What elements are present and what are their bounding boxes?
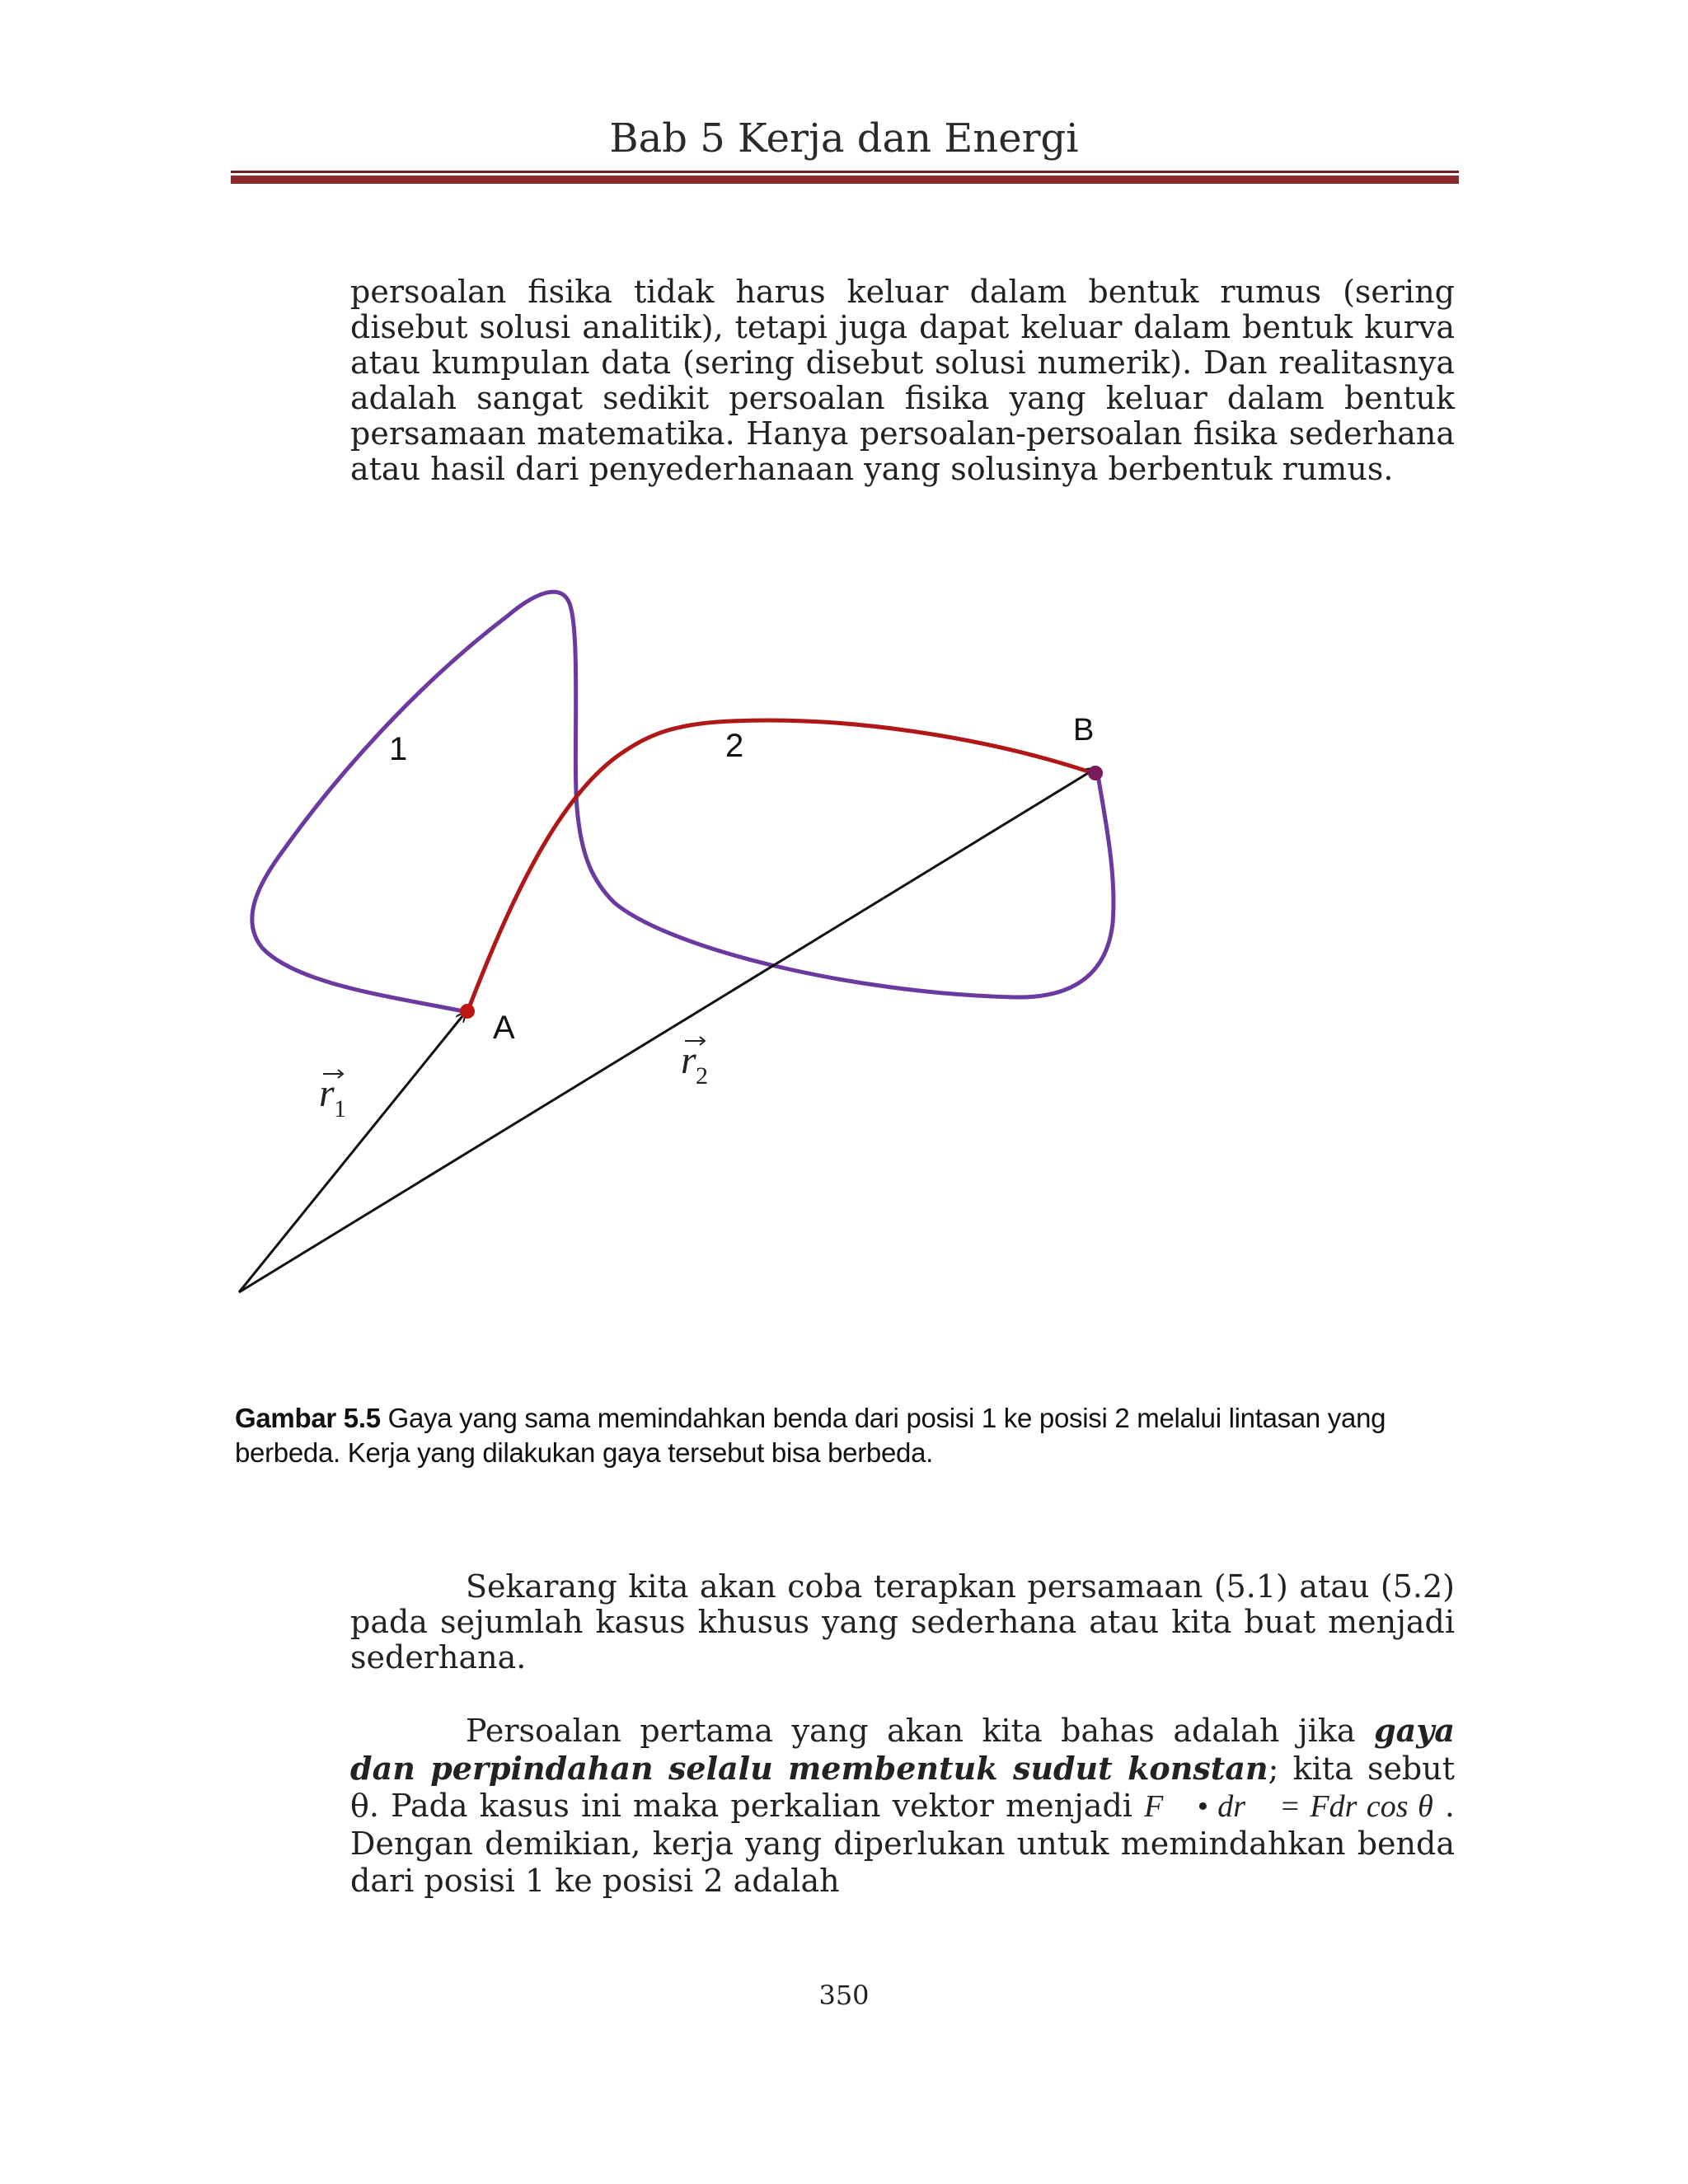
label-r1 [319,1070,346,1122]
svg-text:1: 1 [334,1095,346,1122]
svg-text:r: r [681,1038,696,1082]
paragraph-intro: persoalan fisika tidak harus keluar dalam bentuk rumus (sering disebut solusi analitik), tetapi juga dapat keluar dalam bentuk kurva atau kumpulan data (sering disebut solusi numerik). Dan realitasnya adalah sangat sedikit persoalan fisika yang keluar dalam bentuk persamaan matematika. Hanya persoalan-persoalan fisika sederhana atau hasil dari penyederhanaan yang solusinya berbentuk rumus. [350,274,1455,487]
point-a-marker [460,1004,475,1019]
label-r2 [681,1037,708,1090]
page-number: 350 [818,1980,870,2011]
figure-caption [235,1401,1455,1470]
paragraph-constant-angle-emphasis: gaya dan perpindahan selalu membentuk sudut konstan [350,1712,1455,1787]
label-path-2: 2 [725,728,744,764]
svg-text:2: 2 [696,1062,708,1090]
figure-caption-label: Gambar 5.5 [235,1403,381,1433]
svg-text:r: r [319,1071,335,1115]
vector-r1-arrow [239,1012,466,1292]
paragraph-constant-angle [350,1712,1455,1900]
paragraph-constant-angle-start: Persoalan pertama yang akan kita bahas adalah jika [466,1713,1375,1749]
chapter-header-title: Bab 5 Kerja dan Energi [609,115,1079,162]
paragraph-apply-equations: Sekarang kita akan coba terapkan persamaan (5.1) atau (5.2) pada sejumlah kasus khusus yang sederhana atau kita buat menjadi sederhana. [350,1568,1455,1675]
paragraph-constant-angle-end: . Dengan demikian, kerja yang diperlukan untuk memindahkan benda dari posisi 1 ke posisi 2 adalah [350,1788,1455,1899]
label-point-b: B [1073,713,1095,748]
figure-caption-text: Gaya yang sama memindahkan benda dari posisi 1 ke posisi 2 melalui lintasan yang berbeda. Kerja yang dilakukan gaya tersebut bisa berbeda. [235,1403,1386,1468]
dot-product-formula: F⃗ • dr⃗ = Fdr cos θ [1144,1789,1433,1824]
label-path-1: 1 [389,731,408,767]
vector-r2-arrow [239,768,1096,1292]
label-point-a: A [493,1010,515,1046]
path-1-curve [252,592,1114,1012]
point-b-marker [1088,766,1103,780]
paragraph-constant-angle-mid: ; kita sebut θ. Pada kasus ini maka perkalian vektor menjadi [350,1750,1455,1824]
